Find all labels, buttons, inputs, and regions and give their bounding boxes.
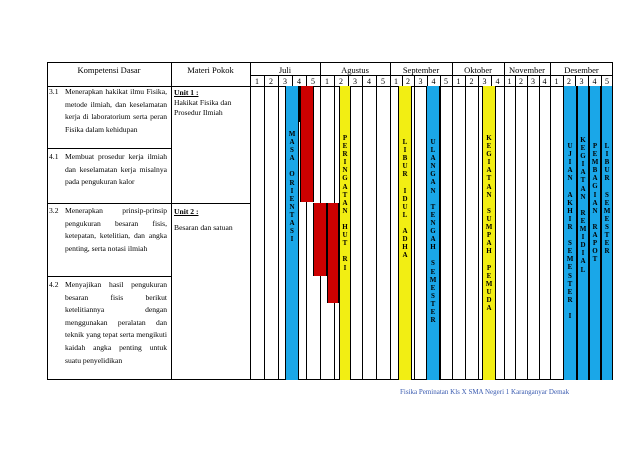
week-number: 5 (311, 77, 315, 86)
unit-2 (174, 207, 248, 233)
week-number: 4 (592, 77, 597, 86)
month-desember: Desember (564, 65, 599, 75)
kd-text: Menyajikan hasil pengukuran besaran fisis berikut ketelitiannya dengan menggunakan peralatan dan teknik yang tepat serta mengikuti kaidah angka penting untuk suatu penyelidikan (65, 280, 167, 365)
footer-caption: Fisika Peminatan Kls X SMA Negeri 1 Karanganyar Demak (400, 388, 570, 396)
header-materi: Materi Pokok (187, 65, 234, 75)
band-remidial (577, 86, 589, 380)
band-libur-idul-adha (398, 86, 412, 380)
month-agustus: Agustus (341, 65, 369, 75)
kd-text: Membuat prosedur kerja ilmiah dan keselamatan kerja misalnya pada pengukuran kalor (65, 152, 167, 187)
kd-number: 4.2 (49, 280, 59, 289)
week-gridline (465, 75, 466, 380)
week-number: 3 (531, 77, 535, 86)
week-number: 3 (418, 77, 423, 86)
unit-title: Unit 1 : (174, 88, 199, 97)
kd-number: 3.1 (49, 87, 59, 96)
header-divider (250, 75, 613, 76)
week-number: 2 (519, 77, 523, 86)
week-number: 2 (406, 77, 410, 86)
activity-cell (300, 122, 314, 202)
kd-row-4 (49, 279, 167, 367)
week-number: 5 (605, 77, 609, 86)
week-number: 3 (283, 77, 287, 86)
week-number: 3 (353, 77, 357, 86)
band-label: K E G I A T A N S U M P A H P E M U D A (485, 134, 493, 312)
header-kompetensi: Kompetensi Dasar (77, 65, 141, 75)
week-number: 3 (482, 77, 487, 86)
week-number: 2 (469, 77, 474, 86)
week-gridline (440, 75, 441, 380)
week-gridline (539, 75, 540, 380)
week-number: 2 (567, 77, 571, 86)
band-label: U L A N G A N T E N G A H S E M E S T E R (429, 138, 437, 325)
kd-text: Menerapkan prinsip-prinsip pengukuran besaran fisis, ketepatan, ketelitian, dan angka penting, serta notasi ilmiah (65, 206, 167, 253)
week-gridline (362, 75, 363, 380)
week-gridline (278, 75, 279, 380)
band-label: U J I A N A K H I R S E M E S T E R I (566, 142, 574, 320)
week-gridline (452, 75, 453, 380)
unit-text: Besaran dan satuan (174, 223, 233, 232)
week-gridline (390, 75, 391, 380)
band-label: K E G I A T A N R E M I D I A L (579, 136, 587, 274)
month-juli: Juli (278, 65, 292, 75)
col-divider-materi (171, 62, 172, 380)
week-gridline (504, 75, 505, 380)
week-number: 2 (339, 77, 343, 86)
band-masa-orientasi (285, 86, 299, 380)
activity-cell (313, 203, 327, 276)
band-uts (426, 86, 440, 380)
col-divider-weeks (250, 62, 251, 380)
band-sumpah-pemuda (482, 86, 496, 380)
week-gridline (376, 75, 377, 380)
week-gridline (515, 75, 516, 380)
kd-number: 3.2 (49, 206, 59, 215)
band-label: M A S A O R I E N T A S I (288, 130, 296, 244)
band-uas (563, 86, 577, 380)
week-gridline (478, 75, 479, 380)
band-label: P E M B A G I A N R A P O T (591, 142, 599, 264)
unit-text: Hakikat Fisika dan Prosedur Ilmiah (174, 98, 232, 117)
week-number: 1 (507, 77, 512, 86)
week-gridline (264, 75, 265, 380)
month-november: November (509, 65, 545, 75)
band-libur-semester (601, 86, 613, 380)
kd-text: Menerapkan hakikat ilmu Fisika, metode ilmiah, dan keselamatan kerja di laboratorium serta peran Fisika dalam kehidupan (65, 87, 167, 134)
row-divider (47, 276, 171, 277)
band-hut-ri (339, 86, 351, 380)
week-gridline (414, 75, 415, 380)
month-oktober: Oktober (464, 65, 492, 75)
band-label: L I B U R S E M E S T E R (603, 142, 611, 256)
week-gridline (550, 75, 551, 380)
kd-row-3 (49, 205, 167, 255)
kd-row-1 (49, 86, 167, 136)
week-gridline (527, 75, 528, 380)
week-number: 1 (325, 77, 329, 86)
week-number: 3 (579, 77, 584, 86)
week-number: 4 (542, 77, 547, 86)
week-number: 1 (554, 77, 559, 86)
week-number: 4 (431, 77, 436, 86)
band-label: P E R I N G A T A N H U T R I (342, 134, 348, 272)
week-number: 4 (297, 77, 301, 86)
kd-number: 4.1 (49, 152, 59, 161)
activity-cell (300, 86, 314, 122)
week-number: 1 (456, 77, 461, 86)
band-pembagian-rapot (589, 86, 601, 380)
week-number: 2 (269, 77, 273, 86)
unit-1 (174, 88, 248, 118)
unit-title: Unit 2 : (174, 207, 199, 216)
row-divider (47, 148, 171, 149)
week-number: 1 (255, 77, 259, 86)
week-number: 1 (394, 77, 398, 86)
kd-row-2 (49, 151, 167, 189)
week-number: 4 (367, 77, 371, 86)
band-label: L I B U R I D U L A D H A (402, 138, 408, 260)
month-september: September (402, 65, 440, 75)
row-divider (47, 203, 250, 204)
activity-cell (327, 203, 339, 303)
week-number: 5 (381, 77, 385, 86)
week-number: 5 (444, 77, 448, 86)
week-number: 4 (495, 77, 500, 86)
